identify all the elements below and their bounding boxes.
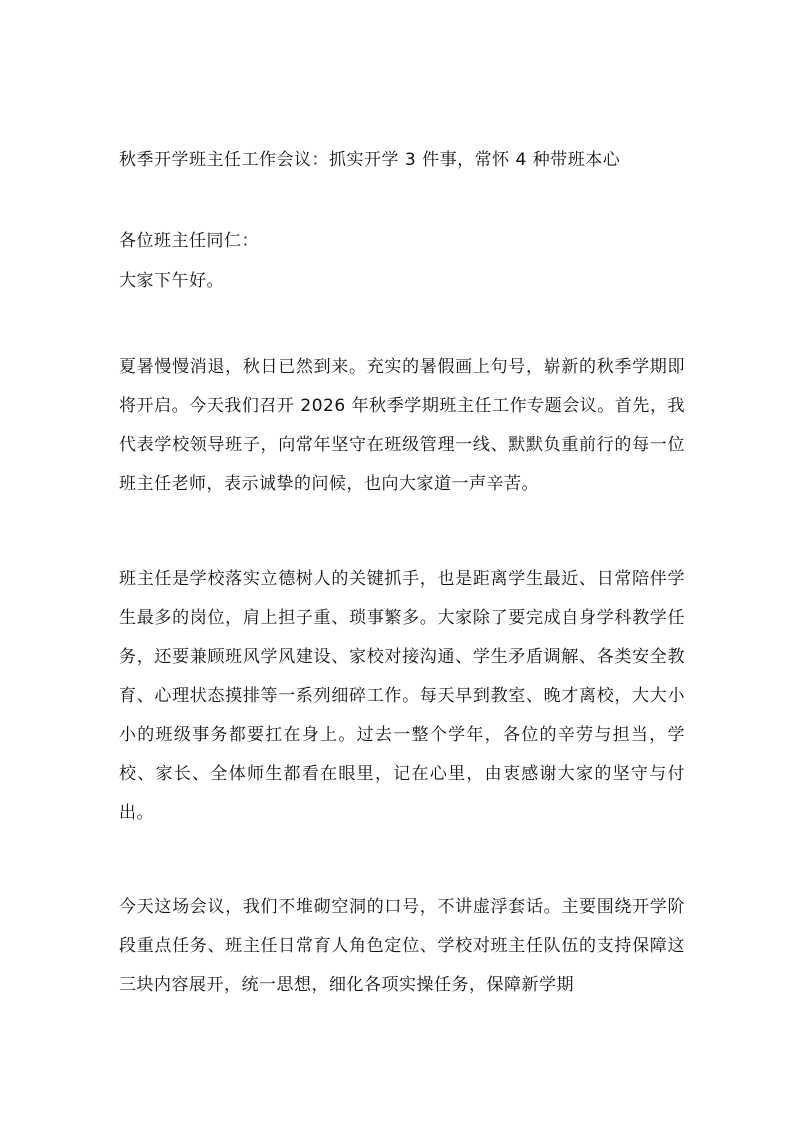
paragraph-opening: 夏暑慢慢消退，秋日已然到来。充实的暑假画上句号，崭新的秋季学期即将开启。今天我们召开 2026 年秋季学期班主任工作专题会议。首先，我代表学校领导班子，向常年坚守在班级管理一线、默默负重前行的每一位班主任老师，表示诚挚的问候，也向大家道一声辛苦。	[119, 357, 685, 494]
document-title: 秋季开学班主任工作会议：抓实开学 3 件事，常怀 4 种带班本心	[119, 150, 621, 170]
greeting: 大家下午好。	[119, 271, 224, 291]
salutation: 各位班主任同仁：	[119, 231, 259, 251]
paragraph-role: 班主任是学校落实立德树人的关键抓手，也是距离学生最近、日常陪伴学生最多的岗位，肩上担子重、琐事繁多。大家除了要完成自身学科教学任务，还要兼顾班风学风建设、家校对接沟通、学生矛盾调解、各类安全教育、心理状态摸排等一系列细碎工作。每天早到教室、晚才离校，大大小小的班级事务都要扛在身上。过去一整个学年，各位的辛劳与担当，学校、家长、全体师生都看在眼里，记在心里，由衷感谢大家的坚守与付出。	[119, 569, 685, 823]
paragraph-agenda: 今天这场会议，我们不堆砌空洞的口号，不讲虚浮套话。主要围绕开学阶段重点任务、班主任日常育人角色定位、学校对班主任队伍的支持保障这三块内容展开，统一思想，细化各项实操任务，保障新学期	[119, 897, 685, 995]
